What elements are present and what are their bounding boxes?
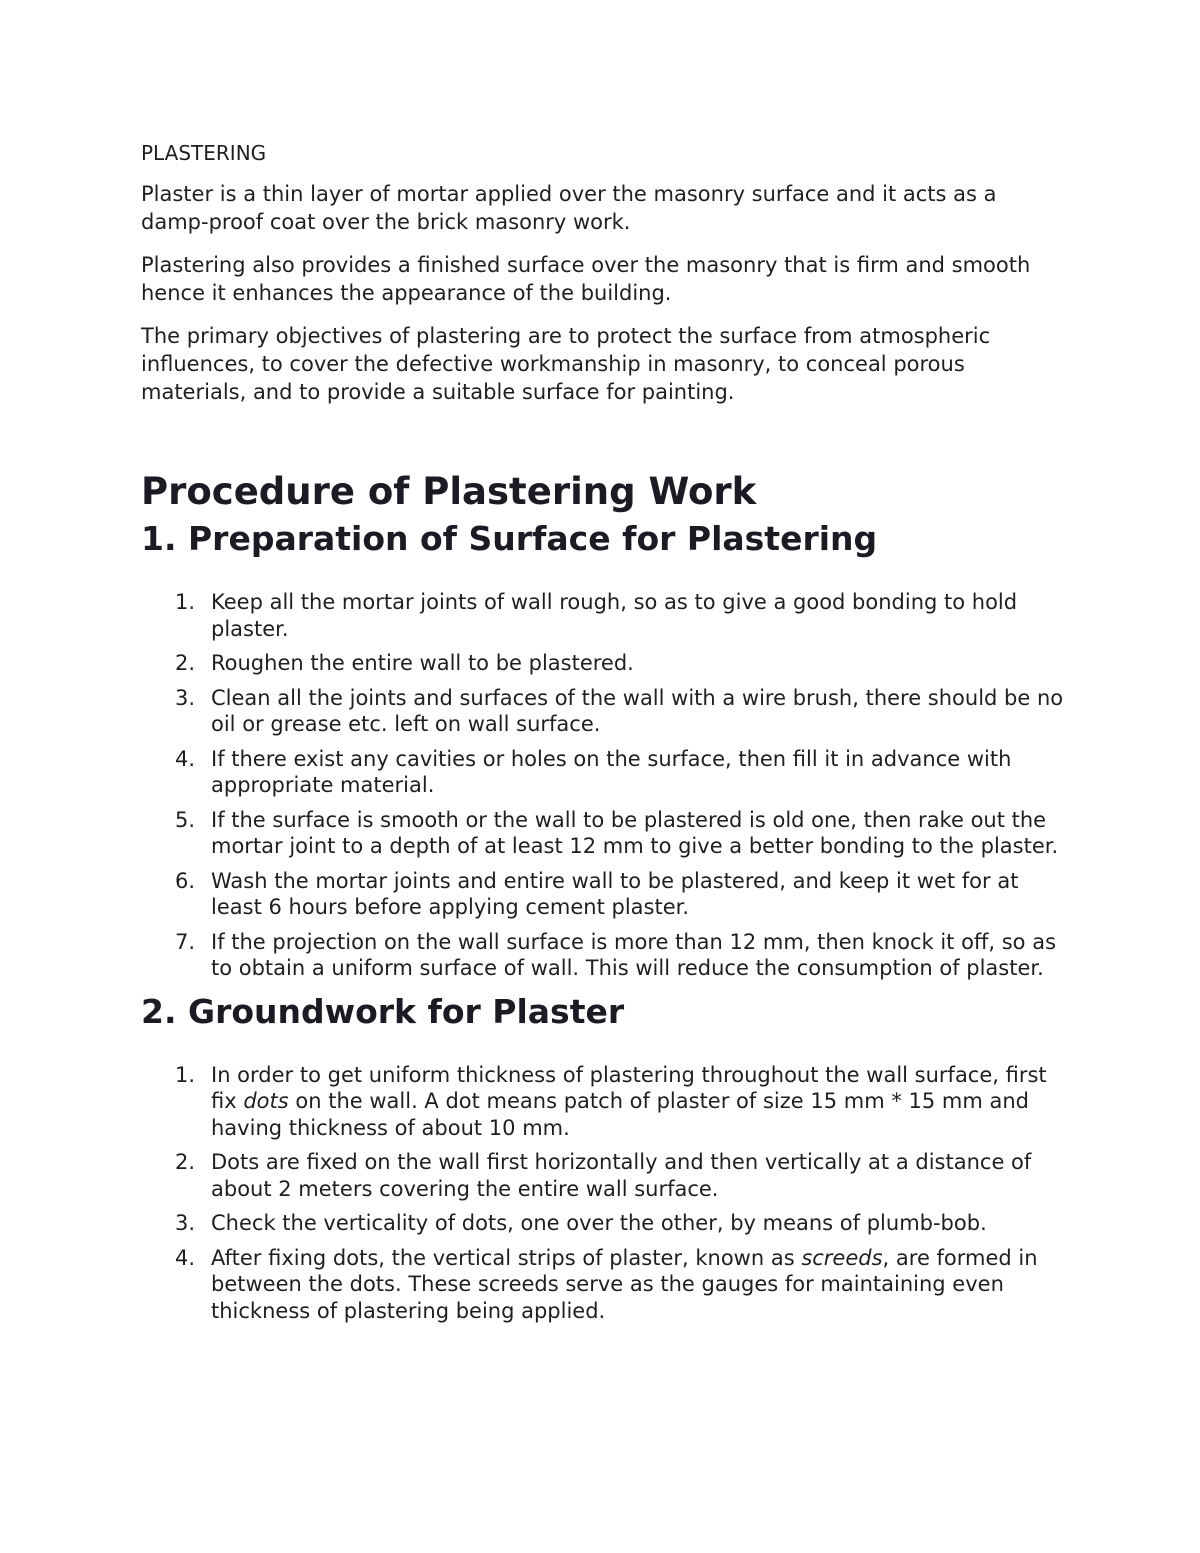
intro-paragraph: The primary objectives of plastering are to protect the surface from atmospheric influences, to cover the defective workmanship in masonry, to conceal porous materials, and to provide a suitable surface for painting. [141, 324, 991, 404]
list-item-number: 4. [175, 746, 196, 771]
list-item-number: 1. [175, 590, 196, 614]
list-item [141, 685, 1066, 738]
list-item [141, 1245, 1066, 1325]
list-item-text: If there exist any cavities or holes on the surface, then fill it in advance with appropriate material. [211, 746, 1012, 797]
groundwork-steps-list [141, 1062, 1066, 1325]
intro-paragraph: Plastering also provides a finished surface over the masonry that is firm and smooth hence it enhances the appearance of the building. [141, 253, 1031, 305]
list-item-number: 3. [175, 685, 196, 710]
list-item-text-before: After fixing dots, the vertical strips of plaster, known as [211, 1245, 802, 1270]
preparation-steps-list [141, 589, 1066, 982]
list-item-text-before: In order to get uniform thickness of plastering throughout the wall surface, first fix [211, 1062, 1047, 1113]
list-item [141, 746, 1066, 799]
intro-paragraph: Plaster is a thin layer of mortar applied over the masonry surface and it acts as a damp-proof coat over the brick masonry work. [141, 182, 997, 234]
list-item-text-after: on the wall. A dot means patch of plaster of size 15 mm * 15 mm and having thickness of about 10 mm. [211, 1089, 1029, 1140]
emphasis-term: screeds [801, 1245, 883, 1270]
list-item [141, 929, 1066, 982]
list-item-text: Check the verticality of dots, one over the other, by means of plumb-bob. [211, 1211, 987, 1235]
list-item-text: Clean all the joints and surfaces of the wall with a wire brush, there should be no oil or grease etc. left on wall surface. [211, 685, 1064, 736]
section-heading-preparation: 1. Preparation of Surface for Plastering [141, 519, 878, 558]
list-item-text: Keep all the mortar joints of wall rough, so as to give a good bonding to hold plaster. [211, 590, 1018, 641]
list-item-text: If the surface is smooth or the wall to be plastered is old one, then rake out the mortar joint to a depth of at least 12 mm to give a better bonding to the plaster. [211, 807, 1059, 858]
list-item [141, 868, 1066, 921]
section-heading-groundwork: 2. Groundwork for Plaster [141, 991, 625, 1031]
list-item [141, 650, 1066, 677]
list-item-text-after: , are formed in between the dots. These screeds serve as the gauges for maintaining even thickness of plastering being applied. [211, 1245, 1038, 1323]
list-item-number: 1. [175, 1062, 196, 1087]
list-item-text: If the projection on the wall surface is more than 12 mm, then knock it off, so as to obtain a uniform surface of wall. This will reduce the consumption of plaster. [211, 929, 1057, 980]
list-item-text: Dots are fixed on the wall first horizontally and then vertically at a distance of about 2 meters covering the entire wall surface. [211, 1150, 1032, 1201]
list-item-number: 5. [175, 807, 196, 832]
list-item [141, 589, 1066, 642]
document-page [141, 138, 1066, 1332]
list-item-number: 6. [175, 868, 196, 893]
list-item [141, 1149, 1066, 1202]
main-heading: Procedure of Plastering Work [141, 470, 757, 513]
list-item-number: 7. [175, 929, 196, 954]
list-item [141, 1210, 1066, 1237]
emphasis-term: dots [243, 1089, 289, 1113]
list-item-number: 2. [175, 651, 196, 675]
document-title: PLASTERING [141, 141, 267, 165]
list-item [141, 1062, 1066, 1142]
list-item-number: 4. [175, 1245, 196, 1270]
list-item-text: Roughen the entire wall to be plastered. [211, 651, 634, 675]
list-item-number: 3. [175, 1211, 196, 1235]
list-item [141, 807, 1066, 860]
list-item-number: 2. [175, 1150, 196, 1174]
list-item-text: Wash the mortar joints and entire wall to be plastered, and keep it wet for at least 6 hours before applying cement plaster. [211, 868, 1019, 919]
